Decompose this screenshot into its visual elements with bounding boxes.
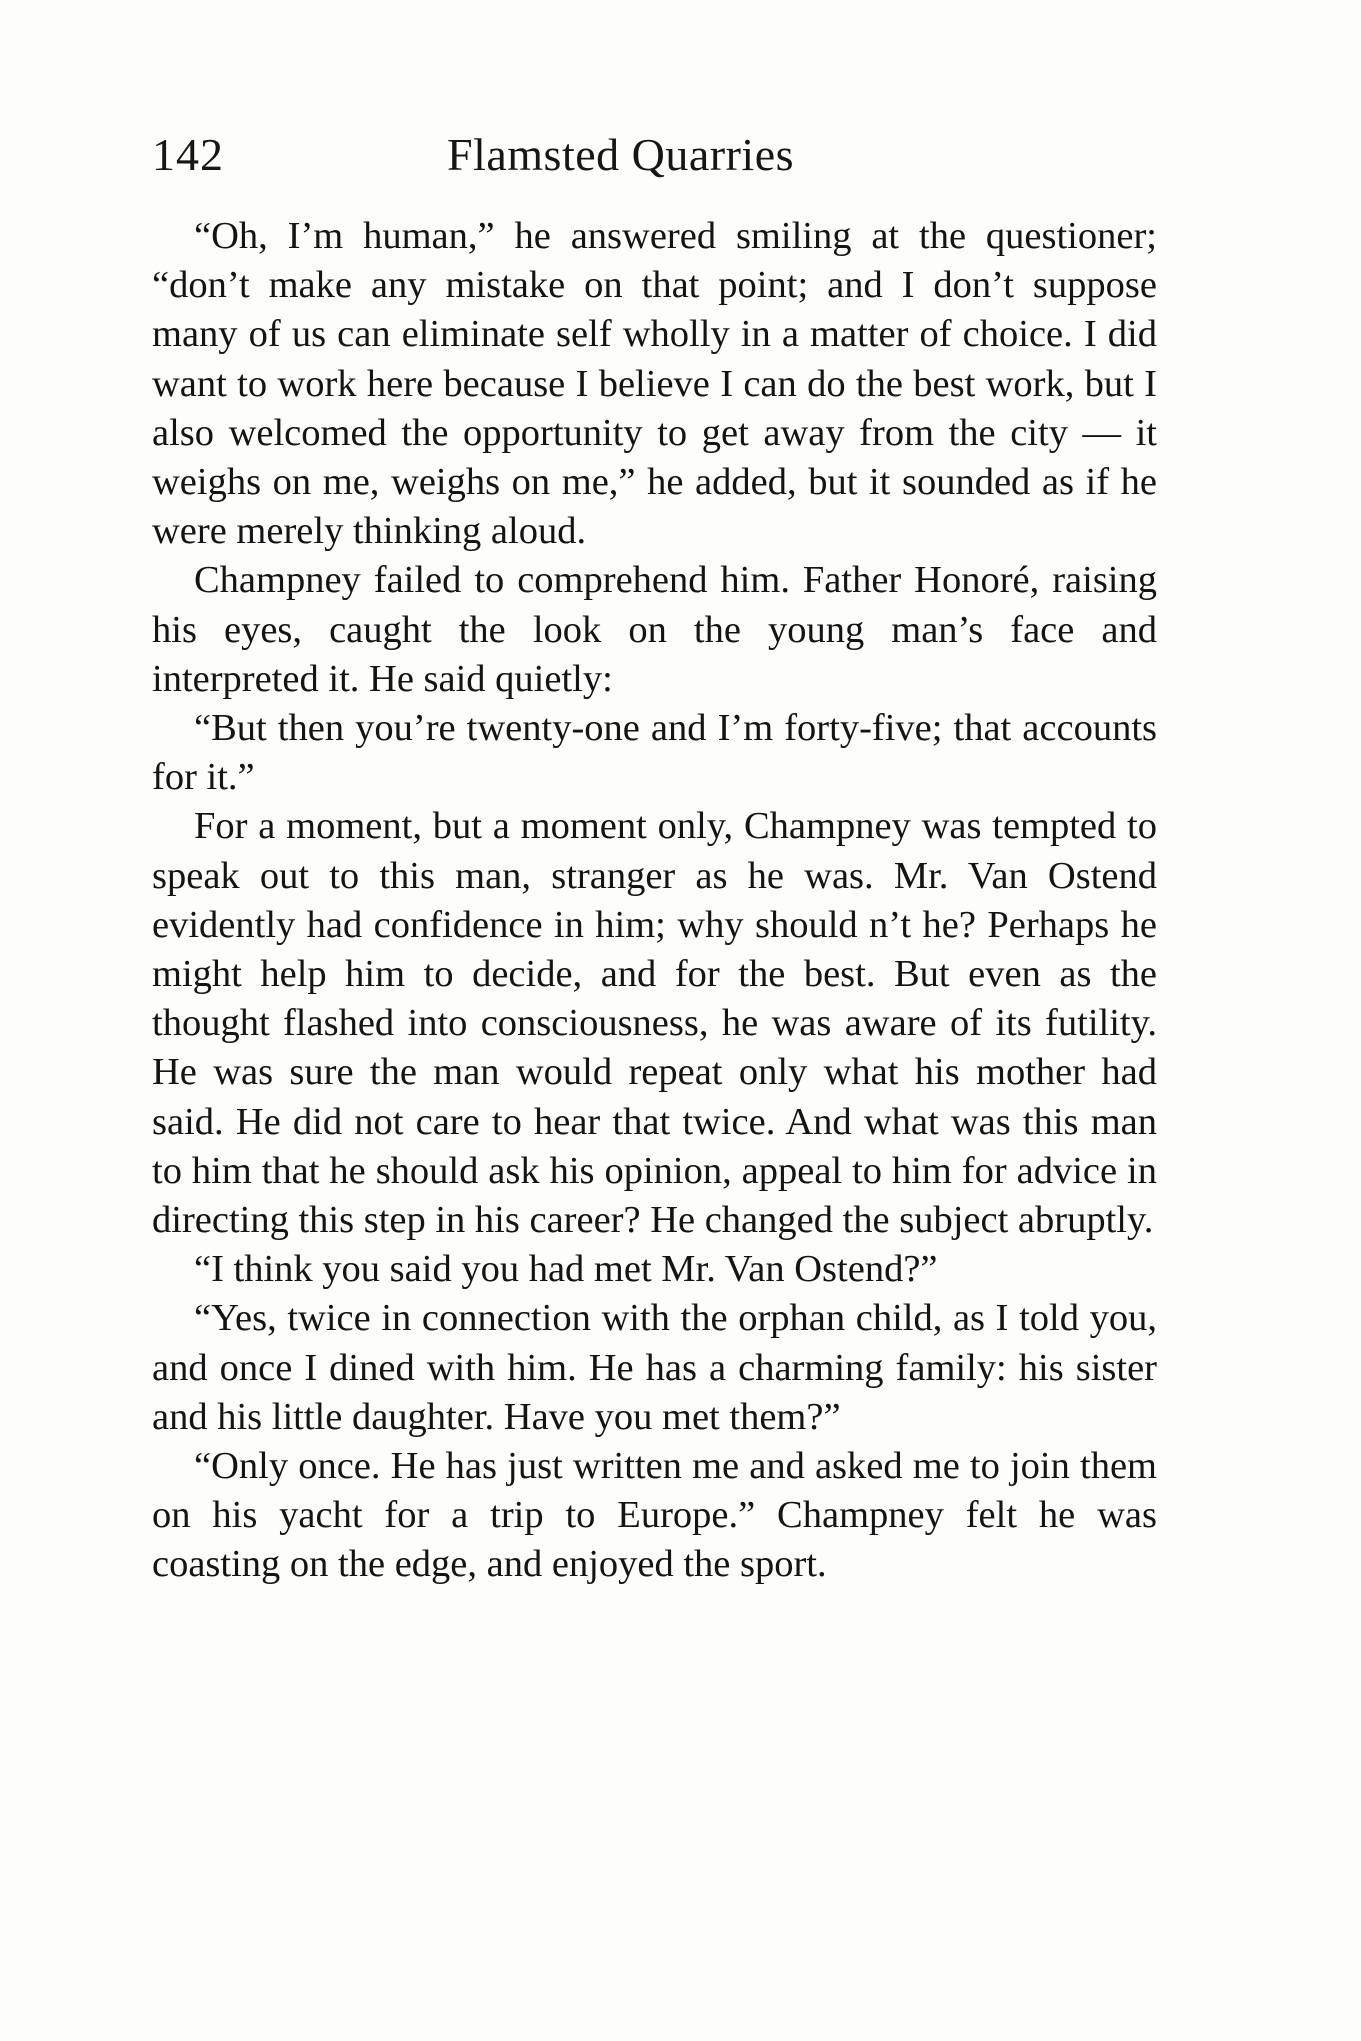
paragraph: “But then you’re twenty-one and I’m forty-five; that accounts for it.” bbox=[152, 707, 1157, 799]
running-title: Flamsted Quarries bbox=[447, 129, 795, 180]
page-number: 142 bbox=[152, 129, 224, 180]
paragraph: Champney failed to comprehend him. Father Honoré, raising his eyes, caught the look on the young man’s face and interpreted it. He said quietly: bbox=[152, 559, 1157, 700]
paragraph: “Only once. He has just written me and asked me to join them on his yacht for a trip to Europe.” Champney felt he was coasting on the edge, and enjoyed the sport. bbox=[152, 1445, 1157, 1586]
paragraph: “I think you said you had met Mr. Van Ostend?” bbox=[194, 1248, 938, 1291]
body-text bbox=[152, 212, 1157, 1590]
paragraph: “Yes, twice in connection with the orphan child, as I told you, and once I dined with him. He has a charming family: his sister and his little daughter. Have you met them?” bbox=[152, 1297, 1157, 1438]
running-head bbox=[152, 128, 1152, 188]
paragraph: “Oh, I’m human,” he answered smiling at the questioner; “don’t make any mistake on that point; and I don’t suppose many of us can eliminate self wholly in a matter of choice. I did want to work here because I believe I can do the best work, but I also welcomed the opportunity to get away from the city — it weighs on me, weighs on me,” he added, but it sounded as if he were merely thinking aloud. bbox=[152, 215, 1157, 553]
paragraph: For a moment, but a moment only, Champney was tempted to speak out to this man, stranger as he was. Mr. Van Ostend evidently had confidence in him; why should n’t he? Perhaps he might help him to decide, and for the best. But even as the thought flashed into consciousness, he was aware of its futility. He was sure the man would repeat only what his mother had said. He did not care to hear that twice. And what was this man to him that he should ask his opinion, appeal to him for advice in directing this step in his career? He changed the subject abruptly. bbox=[152, 805, 1157, 1242]
